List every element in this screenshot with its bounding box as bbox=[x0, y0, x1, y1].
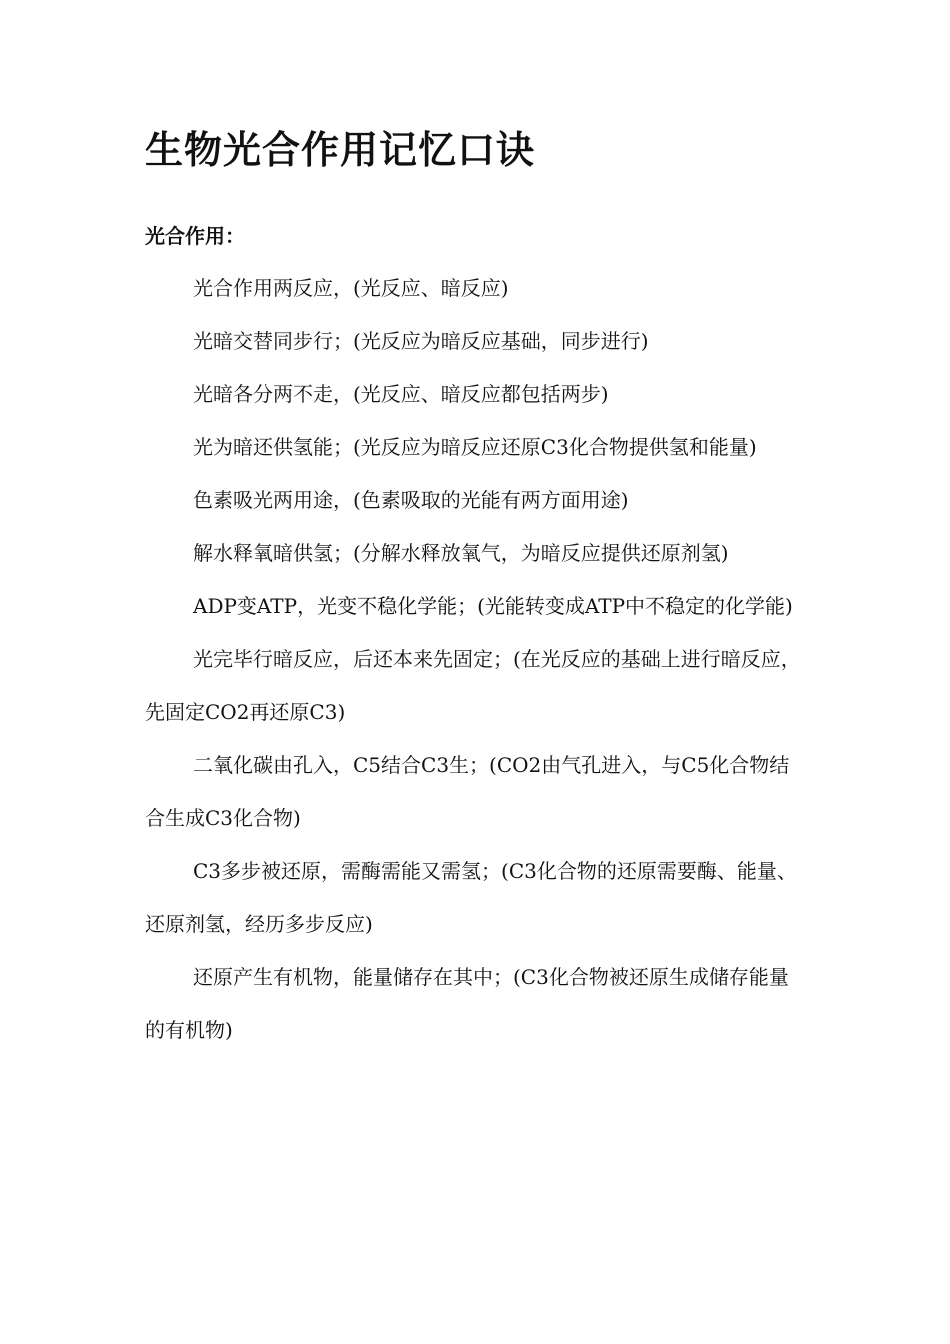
paragraph: 光为暗还供氢能；(光反应为暗反应还原C3化合物提供氢和能量) bbox=[193, 435, 757, 459]
paragraph: ADP变ATP，光变不稳化学能；(光能转变成ATP中不稳定的化学能) bbox=[193, 594, 793, 618]
document-title: 生物光合作用记忆口诀 bbox=[145, 128, 536, 172]
paragraph: 光暗交替同步行；(光反应为暗反应基础，同步进行) bbox=[193, 329, 649, 353]
paragraph: 色素吸光两用途，(色素吸取的光能有两方面用途) bbox=[193, 488, 629, 512]
paragraph: C3多步被还原，需酶需能又需氢；(C3化合物的还原需要酶、能量、还原剂氢，经历多步反应) bbox=[145, 859, 797, 936]
paragraph: 二氧化碳由孔入，C5结合C3生；(CO2由气孔进入，与C5化合物结合生成C3化合物) bbox=[145, 753, 790, 830]
paragraph: 还原产生有机物，能量储存在其中；(C3化合物被还原生成储存能量的有机物) bbox=[145, 965, 789, 1042]
document-body bbox=[145, 262, 807, 1057]
section-heading: 光合作用： bbox=[145, 224, 245, 248]
paragraph: 解水释氧暗供氢；(分解水释放氧气，为暗反应提供还原剂氢) bbox=[193, 541, 729, 565]
paragraph: 光合作用两反应，(光反应、暗反应) bbox=[193, 276, 509, 300]
paragraph: 光完毕行暗反应，后还本来先固定；(在光反应的基础上进行暗反应，先固定CO2再还原C3) bbox=[145, 647, 801, 724]
paragraph: 光暗各分两不走，(光反应、暗反应都包括两步) bbox=[193, 382, 609, 406]
